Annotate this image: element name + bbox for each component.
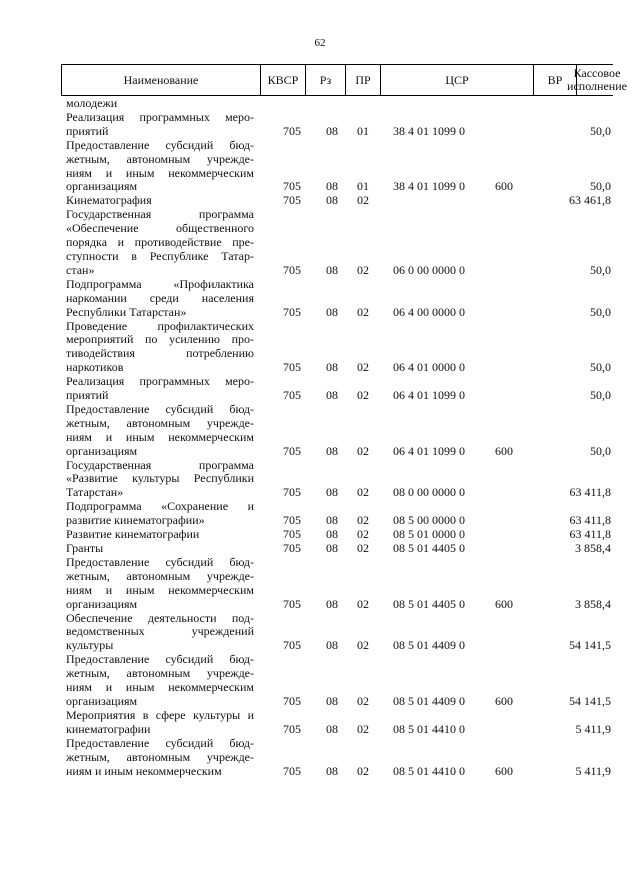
row-name-line: организациям	[66, 179, 138, 194]
row-pr: 01	[357, 179, 369, 194]
row-name-line: приятий	[66, 388, 109, 403]
row-pr: 01	[357, 123, 369, 138]
row-rz: 08	[326, 638, 338, 653]
row-rz: 08	[326, 304, 338, 319]
row-rz: 08	[326, 193, 338, 208]
row-kvsr: 705	[283, 485, 301, 500]
row-pr: 02	[357, 721, 369, 736]
row-name	[66, 320, 254, 376]
row-kvsr: 705	[283, 638, 301, 653]
row-amount: 63 411,8	[569, 485, 611, 500]
row-pr: 02	[357, 485, 369, 500]
header-kvsr: КВСР	[261, 65, 306, 95]
row-name-line: организациям	[66, 596, 138, 611]
row-kvsr: 705	[283, 262, 301, 277]
row-name	[66, 500, 254, 528]
row-kvsr: 705	[283, 179, 301, 194]
row-kvsr: 705	[283, 388, 301, 403]
row-name-line: культуры	[66, 638, 114, 653]
row-csr: 06 4 00 0000 0	[393, 304, 465, 319]
row-name-line: тиводействия потреблению	[66, 346, 254, 361]
row-rz: 08	[326, 513, 338, 528]
row-pr: 02	[357, 360, 369, 375]
row-amount: 63 411,8	[569, 527, 611, 542]
row-amount: 50,0	[590, 123, 611, 138]
row-name-line: Кинематография	[66, 193, 152, 208]
row-kvsr: 705	[283, 763, 301, 778]
row-name	[66, 97, 254, 111]
row-name	[66, 375, 254, 403]
row-kvsr: 705	[283, 513, 301, 528]
row-amount: 50,0	[590, 443, 611, 458]
table-row	[66, 278, 614, 320]
row-kvsr: 705	[283, 443, 301, 458]
row-name	[66, 709, 254, 737]
row-name-line: Гранты	[66, 541, 104, 555]
table-row	[66, 612, 614, 654]
row-name-line: стан»	[66, 262, 95, 277]
row-csr: 38 4 01 1099 0	[393, 179, 465, 194]
row-amount: 3 858,4	[575, 541, 611, 555]
header-rz: Рз	[306, 65, 346, 95]
row-name-line: Реализация программных меро-	[66, 109, 254, 124]
row-name	[66, 542, 254, 556]
row-name	[66, 612, 254, 654]
row-pr: 02	[357, 443, 369, 458]
row-csr: 08 5 01 4410 0	[393, 721, 465, 736]
row-name-line: жетным, автономным учрежде-	[66, 749, 254, 764]
row-csr: 08 5 01 4409 0	[393, 693, 465, 708]
row-pr: 02	[357, 388, 369, 403]
row-name	[66, 194, 254, 208]
table-row	[66, 653, 614, 709]
row-name-line: Государственная программа	[66, 207, 254, 222]
row-csr: 08 5 00 0000 0	[393, 513, 465, 528]
row-name-line: ниям и иным некоммерческим	[66, 763, 222, 778]
table-row	[66, 556, 614, 612]
row-name	[66, 208, 254, 278]
row-pr: 02	[357, 262, 369, 277]
row-rz: 08	[326, 721, 338, 736]
row-name	[66, 528, 254, 542]
row-kvsr: 705	[283, 123, 301, 138]
row-pr: 02	[357, 693, 369, 708]
row-csr: 08 5 01 4409 0	[393, 638, 465, 653]
row-pr: 02	[357, 304, 369, 319]
table-row	[66, 709, 614, 737]
row-pr: 02	[357, 763, 369, 778]
row-rz: 08	[326, 485, 338, 500]
row-name-line: Республики Татарстан»	[66, 304, 187, 319]
header-csr: ЦСР	[381, 65, 534, 95]
row-kvsr: 705	[283, 721, 301, 736]
row-kvsr: 705	[283, 596, 301, 611]
row-rz: 08	[326, 541, 338, 555]
row-name	[66, 737, 254, 779]
row-name-line: Татарстан»	[66, 485, 124, 500]
table-row	[66, 737, 614, 779]
row-pr: 02	[357, 193, 369, 208]
row-name	[66, 139, 254, 195]
table-body	[66, 97, 614, 778]
row-csr: 06 4 01 1099 0	[393, 388, 465, 403]
row-csr: 38 4 01 1099 0	[393, 123, 465, 138]
row-name-line: Предоставление субсидий бюд-	[66, 554, 254, 569]
table-row	[66, 111, 614, 139]
row-kvsr: 705	[283, 527, 301, 542]
row-name-line: жетным, автономным учрежде-	[66, 666, 254, 681]
header-vr: ВР	[534, 65, 577, 95]
row-csr: 08 5 01 0000 0	[393, 527, 465, 542]
row-name-line: жетным, автономным учрежде-	[66, 568, 254, 583]
row-rz: 08	[326, 596, 338, 611]
row-kvsr: 705	[283, 360, 301, 375]
row-name-line: Мероприятия в сфере культуры и	[66, 707, 254, 722]
row-pr: 02	[357, 638, 369, 653]
row-name-line: жетным, автономным учрежде-	[66, 415, 254, 430]
row-name	[66, 278, 254, 320]
row-vr: 600	[495, 179, 513, 194]
row-name-line: организациям	[66, 693, 138, 708]
row-rz: 08	[326, 388, 338, 403]
row-rz: 08	[326, 763, 338, 778]
row-name	[66, 111, 254, 139]
row-name-line: ведомственных учреждений	[66, 624, 254, 639]
row-csr: 06 0 00 0000 0	[393, 262, 465, 277]
row-csr: 08 5 01 4405 0	[393, 596, 465, 611]
row-name-line: наркотиков	[66, 360, 124, 375]
row-name-line: жетным, автономным учрежде-	[66, 151, 254, 166]
row-name-line: Предоставление субсидий бюд-	[66, 735, 254, 750]
row-name-line: «Обеспечение общественного	[66, 221, 254, 236]
row-kvsr: 705	[283, 193, 301, 208]
row-csr: 08 5 01 4410 0	[393, 763, 465, 778]
table-row	[66, 528, 614, 542]
row-name-line: кинематографии	[66, 721, 151, 736]
row-rz: 08	[326, 360, 338, 375]
table-header	[61, 64, 627, 96]
row-name-line: мероприятий по усилению про-	[66, 332, 254, 347]
row-amount: 54 141,5	[569, 693, 611, 708]
row-name-line: ступности в Республике Татар-	[66, 248, 254, 263]
row-csr: 08 0 00 0000 0	[393, 485, 465, 500]
row-name-line: Проведение профилактических	[66, 318, 254, 333]
row-rz: 08	[326, 527, 338, 542]
row-name-line: развитие кинематографии»	[66, 513, 205, 528]
table-row	[66, 459, 614, 501]
row-vr: 600	[495, 596, 513, 611]
table-row	[66, 97, 614, 111]
row-amount: 50,0	[590, 262, 611, 277]
row-name-line: организациям	[66, 443, 138, 458]
row-vr: 600	[495, 763, 513, 778]
row-name-line: Реализация программных меро-	[66, 374, 254, 389]
row-vr: 600	[495, 693, 513, 708]
row-name	[66, 403, 254, 459]
row-name-line: Подпрограмма «Сохранение и	[66, 499, 254, 514]
table-row	[66, 320, 614, 376]
header-pr: ПР	[346, 65, 381, 95]
table-row	[66, 403, 614, 459]
table-row	[66, 139, 614, 195]
row-amount: 63 461,8	[569, 193, 611, 208]
row-name	[66, 653, 254, 709]
row-name-line: Обеспечение деятельности под-	[66, 610, 254, 625]
header-amount: Кассовое исполнение	[567, 66, 627, 93]
row-csr: 06 4 01 1099 0	[393, 443, 465, 458]
row-name-line: Предоставление субсидий бюд-	[66, 401, 254, 416]
row-name-line: Государственная программа	[66, 457, 254, 472]
row-name-line: ниям и иным некоммерческим	[66, 165, 254, 180]
table-row	[66, 208, 614, 278]
row-name-line: Предоставление субсидий бюд-	[66, 652, 254, 667]
row-name-line: ниям и иным некоммерческим	[66, 680, 254, 695]
row-name-line: молодежи	[66, 96, 118, 110]
header-name: Наименование	[62, 65, 261, 95]
row-name-line: приятий	[66, 123, 109, 138]
row-amount: 3 858,4	[575, 596, 611, 611]
row-csr: 08 5 01 4405 0	[393, 541, 465, 555]
row-kvsr: 705	[283, 304, 301, 319]
row-name	[66, 556, 254, 612]
row-rz: 08	[326, 123, 338, 138]
row-name	[66, 459, 254, 501]
row-amount: 50,0	[590, 304, 611, 319]
row-pr: 02	[357, 513, 369, 528]
row-kvsr: 705	[283, 541, 301, 555]
row-name-line: наркомании среди населения	[66, 290, 254, 305]
row-kvsr: 705	[283, 693, 301, 708]
row-pr: 02	[357, 596, 369, 611]
row-amount: 5 411,9	[575, 721, 611, 736]
row-amount: 50,0	[590, 179, 611, 194]
row-amount: 54 141,5	[569, 638, 611, 653]
row-rz: 08	[326, 179, 338, 194]
row-amount: 5 411,9	[575, 763, 611, 778]
row-amount: 50,0	[590, 388, 611, 403]
row-name-line: Предоставление субсидий бюд-	[66, 137, 254, 152]
row-pr: 02	[357, 527, 369, 542]
row-csr: 06 4 01 0000 0	[393, 360, 465, 375]
row-rz: 08	[326, 262, 338, 277]
table-row	[66, 375, 614, 403]
row-rz: 08	[326, 693, 338, 708]
table-row	[66, 542, 614, 556]
page-number: 62	[314, 37, 326, 49]
row-name-line: Развитие кинематографии	[66, 527, 200, 542]
row-name-line: порядка и противодействие пре-	[66, 235, 254, 250]
row-name-line: «Развитие культуры Республики	[66, 471, 254, 486]
row-rz: 08	[326, 443, 338, 458]
row-name-line: ниям и иным некоммерческим	[66, 582, 254, 597]
table-row	[66, 500, 614, 528]
row-vr: 600	[495, 443, 513, 458]
row-name-line: ниям и иным некоммерческим	[66, 429, 254, 444]
row-name-line: Подпрограмма «Профилактика	[66, 276, 254, 291]
row-pr: 02	[357, 541, 369, 555]
table-row	[66, 194, 614, 208]
row-amount: 63 411,8	[569, 513, 611, 528]
row-amount: 50,0	[590, 360, 611, 375]
